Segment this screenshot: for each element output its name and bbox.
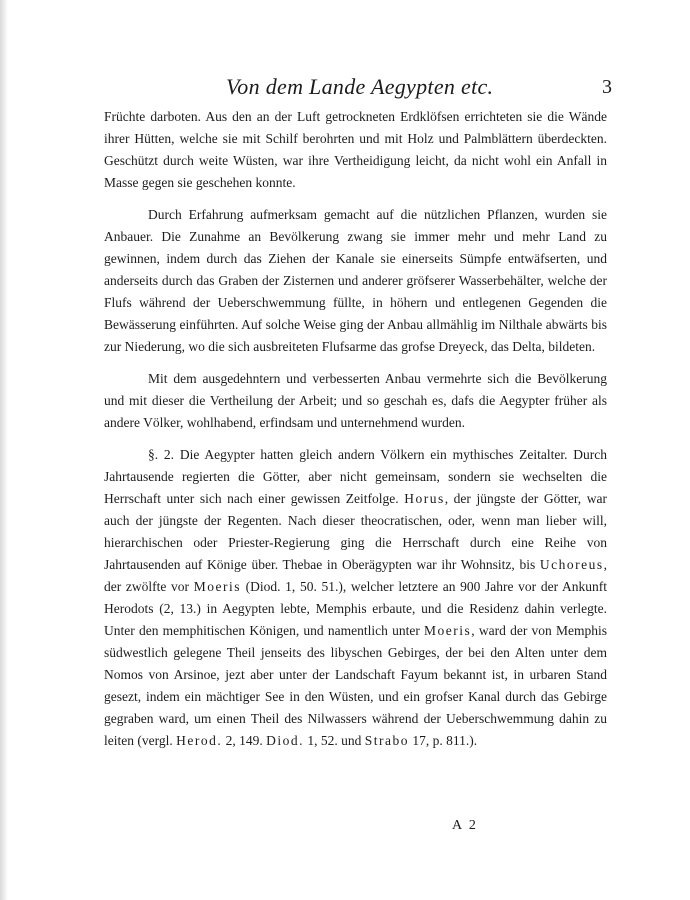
text-segment: 1, 52. und [303, 733, 365, 748]
citation-strabo: Strabo [364, 733, 409, 748]
text-segment: , ward der von Memphis südwestlich gelegene Theil jenseits des libyschen Gebirges, der bei den Alten unter dem Nomos von Arsinoe, jezt aber unter der Landschaft Fayum bekannt ist, in urbaren Stand gesezt, indem ein mächtiger See in den Wüsten, und ein grofser Kanal durch das Gebirge gegraben ward, um einen Theil des Nilwassers während der Ueberschwemmung dahin zu leiten (vergl. [104, 623, 607, 748]
citation-herod: Herod. [176, 733, 223, 748]
page-header [100, 74, 612, 102]
paragraph-2: Durch Erfahrung aufmerksam gemacht auf die nützlichen Pflanzen, wurden sie Anbauer. Die Zunahme an Bevölkerung zwang sie immer mehr und mehr Land zu gewinnen, indem durch das Ziehen der Kanale sie einerseits Sümpfe entwäfserten, und anderseits durch das Graben der Zisternen und anderer gröfserer Wasserbehälter, welche der Flufs während der Ueberschwemmung füllte, in höhern und entlegenen Gegenden die Bewässerung einführten. Auf solche Weise ging der Anbau allmählig im Nilthale abwärts bis zur Niederung, wo die sich ausbreiteten Flufsarme das grofse Dreyeck, das Delta, bildeten. [104, 207, 607, 354]
text-segment: Die Aegypter hatten gleich andern Völkern ein mythisches Zeitalter. Durch Jahrtausende regierten die Götter, aber nicht gemeinsam, sondern sie wechselten die Herrschaft unter sich nach einer gewissen Zeitfolge. [104, 447, 607, 506]
running-title: Von dem Lande Aegypten etc. [226, 74, 494, 99]
text-segment: (Diod. 1, 50. 51.), welcher letztere an 900 Jahre vor der Ankunft Herodots (2, 13.) in Aegypten lebte, Memphis erbaute, und die Residenz dahin verlegte. Unter den memphitischen Königen, und namentlich unter [104, 579, 607, 638]
text-segment: 2, 149. [222, 733, 267, 748]
page-number: 3 [602, 76, 612, 98]
name-uchoreus: Uchoreus [539, 557, 604, 572]
paragraph-4-section-2 [104, 444, 607, 752]
citation-diod: Diod. [266, 733, 304, 748]
name-horus: Horus [404, 491, 445, 506]
name-moeris: Moeris [424, 623, 472, 638]
paragraph-3: Mit dem ausgedehntern und verbesserten Anbau vermehrte sich die Bevölkerung und mit dieser die Vertheilung der Arbeit; und so geschah es, dafs die Aegypter früher als andere Völker, wohlhabend, erfindsam und unternehmend wurden. [104, 371, 607, 430]
body-text [104, 106, 607, 756]
signature-mark: A 2 [452, 818, 478, 833]
name-moeris: Moeris [193, 579, 241, 594]
paragraph-1: Früchte darboten. Aus den an der Luft getrockneten Erdklöfsen errichteten sie die Wände ihrer Hütten, welche sie mit Schilf berohrten und mit Holz und Palmblättern überdeckten. Geschützt durch weite Wüsten, war ihre Vertheidigung leicht, da nicht wohl ein Anfall in Masse gegen sie geschehen konnte. [104, 109, 607, 190]
text-segment: , der jüngste der Götter, war auch der jüngste der Regenten. Nach dieser theocratischen, oder, wenn man lieber will, hierarchischen oder Priester-Regierung ging die Herrschaft durch eine Reihe von Jahrtausenden auf Könige über. Thebae in Oberägypten war ihr Wohnsitz, bis [104, 491, 607, 572]
section-mark: §. 2. [148, 447, 175, 462]
text-segment: , der zwölfte vor [104, 557, 607, 594]
text-segment: 17, p. 811.). [408, 733, 478, 748]
page-edge-shadow [0, 0, 8, 900]
